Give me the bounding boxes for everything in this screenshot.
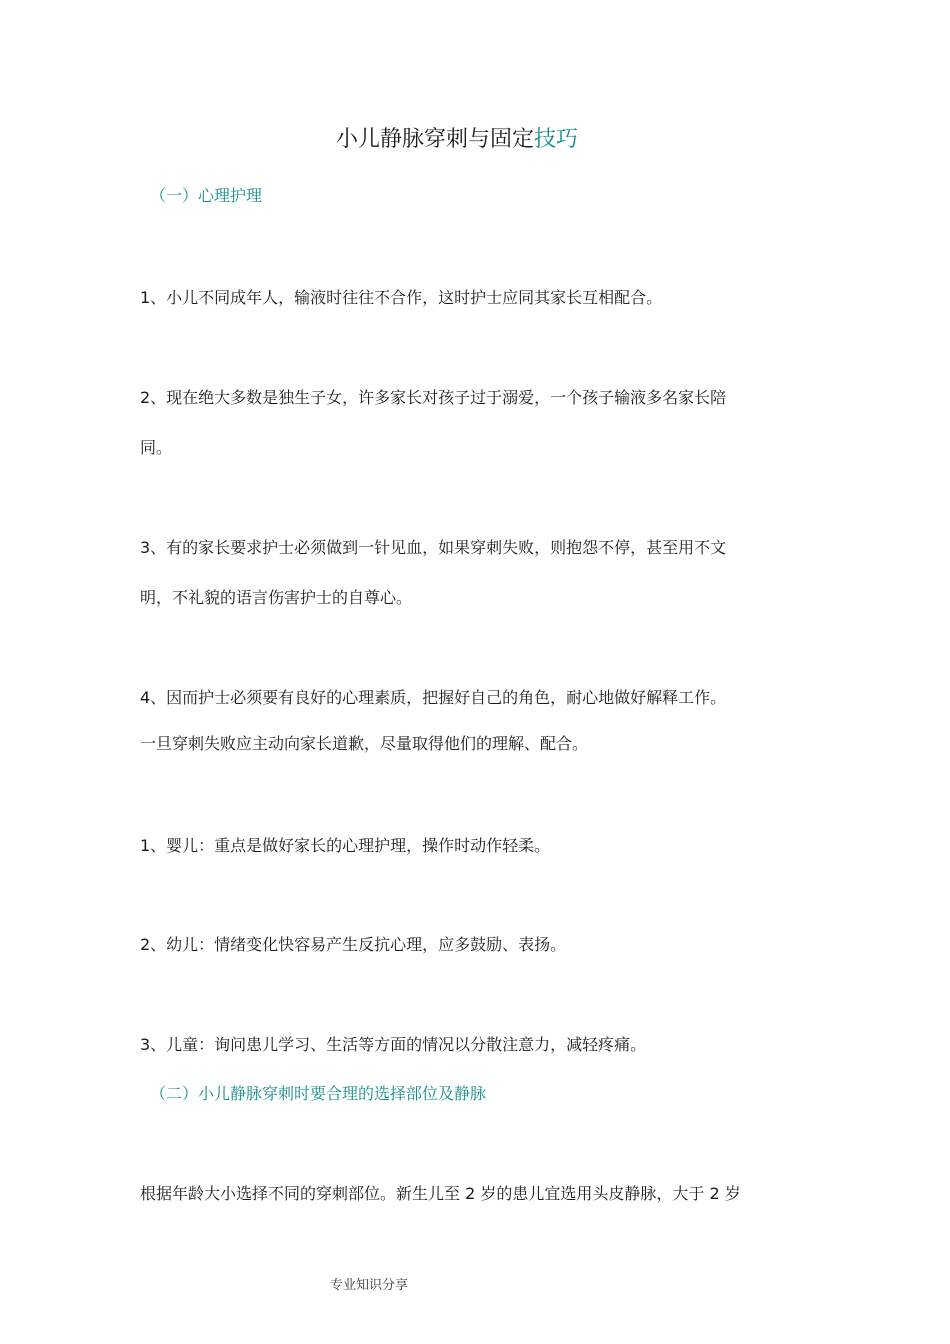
paragraph-6: 2、幼儿：情绪变化快容易产生反抗心理，应多鼓励、表扬。 xyxy=(140,935,567,954)
document-title xyxy=(0,124,914,156)
paragraph-5: 1、婴儿：重点是做好家长的心理护理，操作时动作轻柔。 xyxy=(140,836,551,855)
section-heading-2: （二）小儿静脉穿刺时要合理的选择部位及静脉 xyxy=(150,1084,487,1103)
section-heading-1: （一）心理护理 xyxy=(150,186,263,205)
paragraph-2-line-2: 同。 xyxy=(140,438,173,457)
page-footer: 专业知识分享 xyxy=(330,1278,409,1293)
paragraph-7: 3、儿童：询问患儿学习、生活等方面的情况以分散注意力，减轻疼痛。 xyxy=(140,1035,647,1054)
paragraph-2-line-1: 2、现在绝大多数是独生子女，许多家长对孩子过于溺爱，一个孩子输液多名家长陪 xyxy=(140,388,727,407)
paragraph-3-line-1: 3、有的家长要求护士必须做到一针见血，如果穿刺失败，则抱怨不停，甚至用不文 xyxy=(140,538,727,557)
paragraph-4-line-1: 4、因而护士必须要有良好的心理素质，把握好自己的角色，耐心地做好解释工作。 xyxy=(140,688,727,707)
paragraph-3-line-2: 明，不礼貌的语言伤害护士的自尊心。 xyxy=(140,588,413,607)
title-accent: 技巧 xyxy=(534,127,579,152)
paragraph-8: 根据年龄大小选择不同的穿刺部位。新生儿至 2 岁的患儿宜选用头皮静脉，大于 2 岁 xyxy=(140,1184,741,1203)
paragraph-4-line-2: 一旦穿刺失败应主动向家长道歉，尽量取得他们的理解、配合。 xyxy=(140,734,589,753)
paragraph-1: 1、小儿不同成年人，输液时往往不合作，这时护士应同其家长互相配合。 xyxy=(140,288,663,307)
title-main: 小儿静脉穿刺与固定 xyxy=(335,127,534,152)
